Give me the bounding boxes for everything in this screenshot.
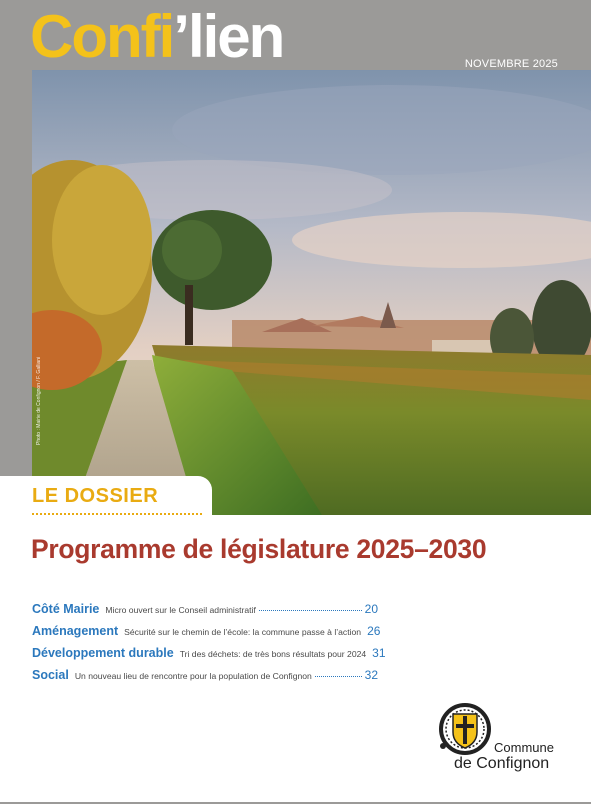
toc-leader — [315, 676, 362, 677]
commune-crest-icon — [438, 702, 492, 756]
toc-description: Micro ouvert sur le Conseil administratif — [105, 605, 256, 615]
toc-page-number: 31 — [372, 646, 386, 660]
toc-item-developpement-durable[interactable] — [32, 646, 386, 668]
dossier-divider — [32, 513, 202, 515]
toc-section: Développement durable — [32, 646, 174, 660]
toc-item-amenagement[interactable] — [32, 624, 381, 646]
dossier-headline: Programme de législature 2025–2030 — [31, 534, 487, 564]
cover-photo-landscape — [32, 70, 591, 515]
logo-text-confignon: de Confignon — [454, 755, 550, 772]
photo-credit: Photo : Mairie de Confignon / F. Galliani — [36, 356, 42, 445]
toc-description: Sécurité sur le chemin de l’école: la commune passe à l’action — [124, 627, 362, 637]
toc-item-social[interactable] — [32, 668, 378, 690]
toc-page-number: 26 — [367, 624, 381, 638]
toc-item-cote-mairie[interactable] — [32, 602, 378, 624]
toc-section: Social — [32, 668, 69, 682]
commune-logo — [434, 702, 574, 782]
toc-description: Un nouveau lieu de rencontre pour la population de Confignon — [74, 671, 312, 681]
masthead-title — [30, 4, 283, 70]
masthead-part-lien: ’lien — [173, 3, 284, 70]
toc-section: Aménagement — [32, 624, 119, 638]
toc-page-number: 32 — [364, 668, 378, 682]
logo-text-commune: Commune — [494, 740, 554, 755]
toc-section: Côté Mairie — [32, 602, 100, 616]
toc-description: Tri des déchets: de très bons résultats pour 2024 — [179, 649, 367, 659]
table-of-contents — [32, 602, 386, 690]
dossier-label: LE DOSSIER — [32, 485, 159, 507]
cover-photo — [32, 70, 591, 515]
issue-date: NOVEMBRE 2025 — [464, 58, 558, 70]
masthead-part-confi: Confi — [30, 3, 174, 70]
toc-page-number: 20 — [364, 602, 378, 616]
toc-leader — [259, 610, 362, 611]
